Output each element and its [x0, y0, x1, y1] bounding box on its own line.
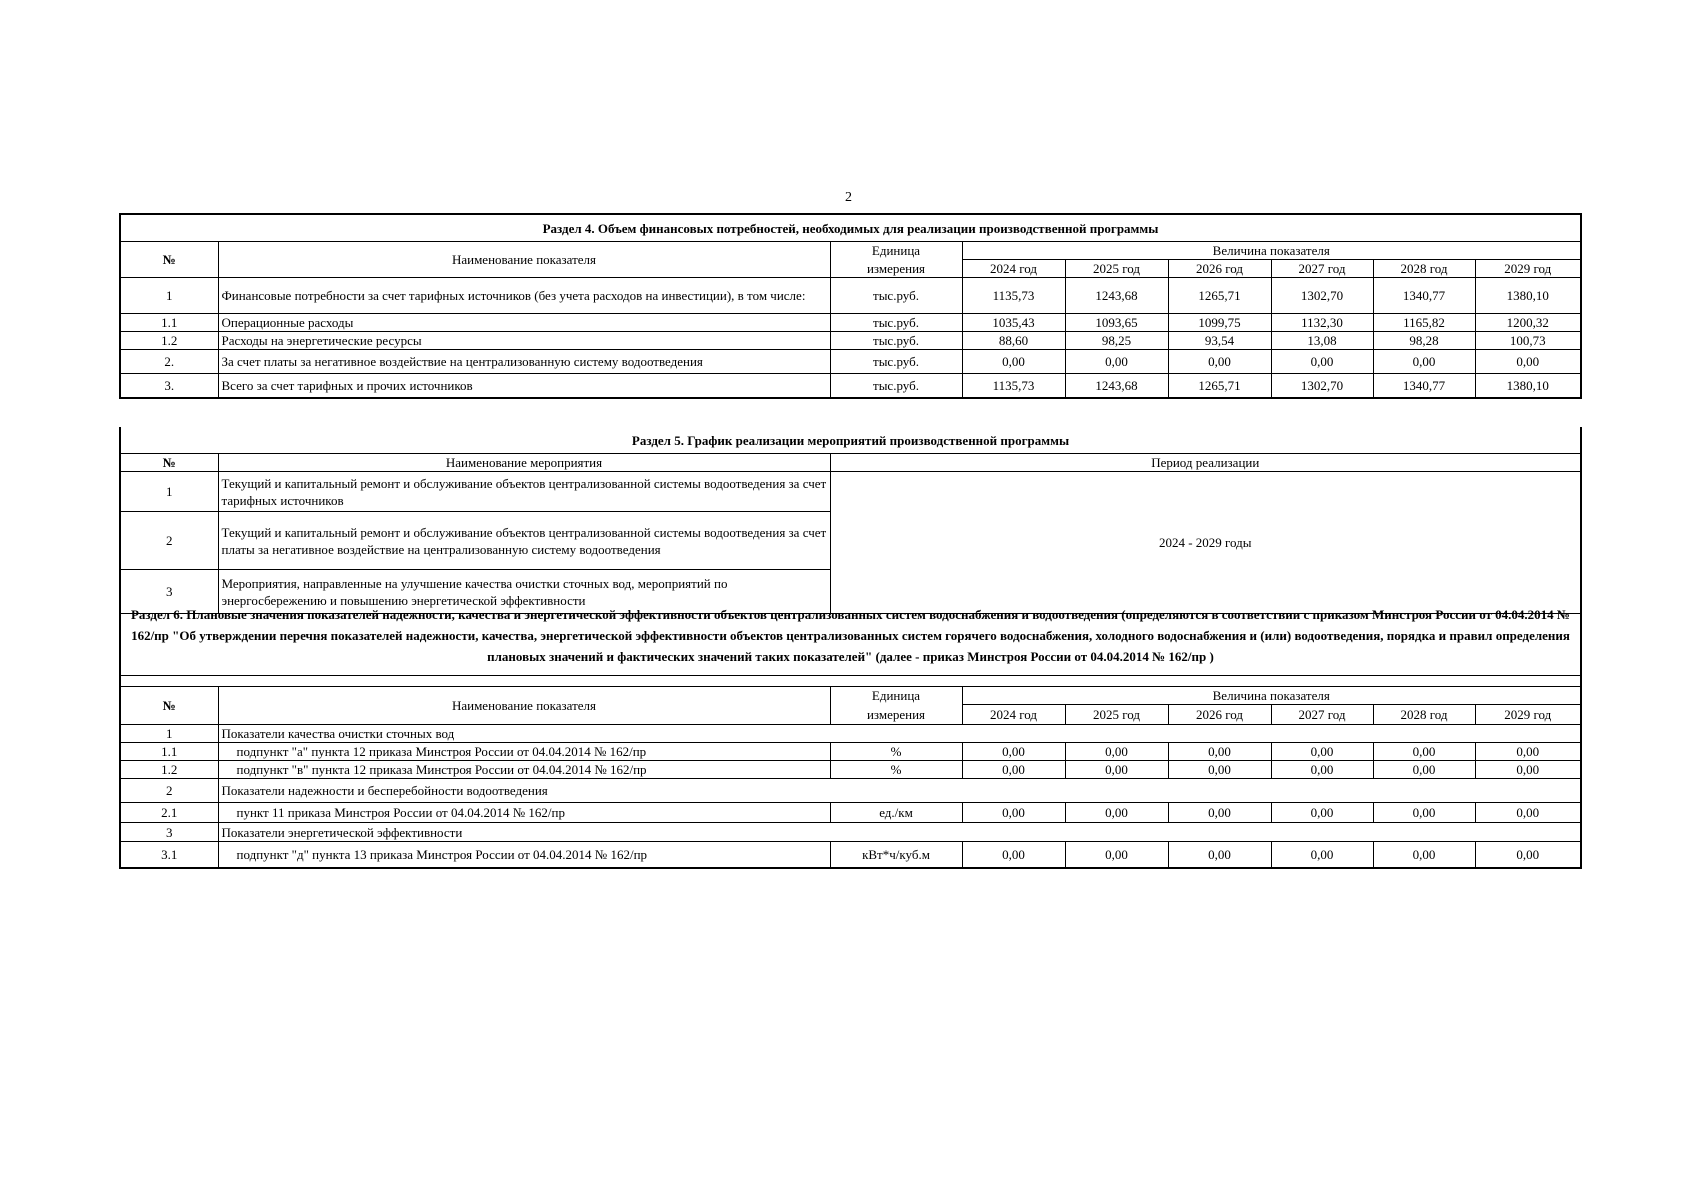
year-header: 2024 год — [962, 260, 1065, 278]
row-value: 0,00 — [1065, 743, 1168, 761]
row-name: За счет платы за негативное воздействие на централизованную систему водоотведения — [218, 350, 830, 374]
year-header: 2028 год — [1373, 705, 1475, 725]
col-header-name: Наименование показателя — [218, 687, 830, 725]
group-name: Показатели энергетической эффективности — [218, 823, 1581, 842]
row-value: 1132,30 — [1271, 314, 1373, 332]
row-value: 98,25 — [1065, 332, 1168, 350]
row-name: Мероприятия, направленные на улучшение качества очистки сточных вод, мероприятий по энергосбережению и повышению энергетической эффективности — [218, 570, 830, 614]
row-value: 88,60 — [962, 332, 1065, 350]
row-name: Всего за счет тарифных и прочих источников — [218, 374, 830, 398]
row-value: 100,73 — [1475, 332, 1581, 350]
row-value: 0,00 — [962, 350, 1065, 374]
row-value: 0,00 — [1373, 350, 1475, 374]
table-row — [120, 278, 1581, 314]
row-value: 1135,73 — [962, 374, 1065, 398]
group-name: Показатели надежности и бесперебойности водоотведения — [218, 779, 1581, 803]
col-header-period: Период реализации — [830, 454, 1581, 472]
row-value: 0,00 — [1271, 842, 1373, 868]
row-value: 0,00 — [1475, 350, 1581, 374]
row-num: 1.2 — [120, 761, 218, 779]
col-header-num: № — [120, 687, 218, 725]
row-unit: % — [830, 743, 962, 761]
row-value: 0,00 — [1271, 761, 1373, 779]
year-header: 2024 год — [962, 705, 1065, 725]
row-unit: кВт*ч/куб.м — [830, 842, 962, 868]
row-value: 1380,10 — [1475, 374, 1581, 398]
table-row — [120, 350, 1581, 374]
row-value: 0,00 — [1168, 743, 1271, 761]
table-row — [120, 314, 1581, 332]
row-name: Текущий и капитальный ремонт и обслуживание объектов централизованной системы водоотведения за счет тарифных источников — [218, 472, 830, 512]
row-value: 1200,32 — [1475, 314, 1581, 332]
row-value: 0,00 — [1475, 803, 1581, 823]
period-value: 2024 - 2029 годы — [830, 472, 1581, 614]
row-num: 2. — [120, 350, 218, 374]
col-header-num: № — [120, 242, 218, 278]
row-value: 1380,10 — [1475, 278, 1581, 314]
col-header-unit: Единица — [830, 687, 962, 705]
row-num: 3.1 — [120, 842, 218, 868]
row-value: 0,00 — [1475, 761, 1581, 779]
row-value: 0,00 — [1065, 803, 1168, 823]
row-num: 1.1 — [120, 743, 218, 761]
row-value: 1035,43 — [962, 314, 1065, 332]
col-header-name: Наименование показателя — [218, 242, 830, 278]
col-header-name: Наименование мероприятия — [218, 454, 830, 472]
row-name: пункт 11 приказа Минстроя России от 04.04.2014 № 162/пр — [218, 803, 830, 823]
row-value: 0,00 — [1168, 842, 1271, 868]
row-unit: тыс.руб. — [830, 278, 962, 314]
row-value: 1243,68 — [1065, 374, 1168, 398]
row-unit: тыс.руб. — [830, 314, 962, 332]
row-num: 3 — [120, 570, 218, 614]
row-unit: тыс.руб. — [830, 350, 962, 374]
year-header: 2027 год — [1271, 705, 1373, 725]
row-value: 0,00 — [1475, 743, 1581, 761]
year-header: 2026 год — [1168, 705, 1271, 725]
row-value: 0,00 — [1065, 842, 1168, 868]
group-row — [120, 779, 1581, 803]
row-value: 1099,75 — [1168, 314, 1271, 332]
row-value: 0,00 — [1271, 743, 1373, 761]
col-header-num: № — [120, 454, 218, 472]
row-num: 3. — [120, 374, 218, 398]
row-value: 1265,71 — [1168, 278, 1271, 314]
row-value: 0,00 — [1475, 842, 1581, 868]
table-row — [120, 374, 1581, 398]
year-header: 2029 год — [1475, 705, 1581, 725]
group-name: Показатели качества очистки сточных вод — [218, 725, 1581, 743]
row-value: 0,00 — [1373, 803, 1475, 823]
col-header-unit: Единица — [830, 242, 962, 260]
table-row — [120, 472, 1581, 512]
row-value: 0,00 — [1065, 350, 1168, 374]
section6-title: Раздел 6. Плановые значения показателей надежности, качества и энергетической эффективности объектов централизованных систем водоснабжения и водоотведения (определяются в соответствии с приказом Минстроя России от 04.04.2014 № 162/пр "Об утверждении перечня показателей надежности, качества, энергетической эффективности объектов централизованных систем горячего водоснабжения, холодного водоснабжения и (или) водоотведения, порядка и правил определения плановых значений и фактических значений таких показателей" (далее - приказ Минстроя России от 04.04.2014 № 162/пр ) — [130, 607, 1570, 664]
page-number: 2 — [845, 190, 852, 205]
table-row — [120, 803, 1581, 823]
section4-title: Раздел 4. Объем финансовых потребностей, необходимых для реализации производственной программы — [120, 214, 1581, 242]
row-value: 98,28 — [1373, 332, 1475, 350]
row-name: подпункт "д" пункта 13 приказа Минстроя России от 04.04.2014 № 162/пр — [218, 842, 830, 868]
col-header-unit-2: измерения — [830, 705, 962, 725]
row-name: Расходы на энергетические ресурсы — [218, 332, 830, 350]
row-name: Финансовые потребности за счет тарифных источников (без учета расходов на инвестиции), в том числе: — [218, 278, 830, 314]
row-value: 0,00 — [1168, 803, 1271, 823]
col-header-unit-2: измерения — [830, 260, 962, 278]
section-divider — [120, 676, 1581, 687]
row-value: 0,00 — [1373, 842, 1475, 868]
row-value: 1340,77 — [1373, 278, 1475, 314]
row-value: 0,00 — [1373, 743, 1475, 761]
row-name: подпункт "в" пункта 12 приказа Минстроя России от 04.04.2014 № 162/пр — [218, 761, 830, 779]
row-value: 1340,77 — [1373, 374, 1475, 398]
row-value: 1165,82 — [1373, 314, 1475, 332]
row-value: 0,00 — [962, 803, 1065, 823]
row-value: 0,00 — [1168, 761, 1271, 779]
row-value: 1093,65 — [1065, 314, 1168, 332]
row-value: 1265,71 — [1168, 374, 1271, 398]
row-num: 1.2 — [120, 332, 218, 350]
section4-table — [119, 213, 1582, 399]
row-value: 1243,68 — [1065, 278, 1168, 314]
section6-table — [119, 598, 1582, 869]
row-num: 1.1 — [120, 314, 218, 332]
year-header: 2025 год — [1065, 705, 1168, 725]
section5-title: Раздел 5. График реализации мероприятий производственной программы — [120, 427, 1581, 454]
row-name: подпункт "а" пункта 12 приказа Минстроя России от 04.04.2014 № 162/пр — [218, 743, 830, 761]
row-unit: тыс.руб. — [830, 332, 962, 350]
row-value: 0,00 — [1168, 350, 1271, 374]
row-num: 1 — [120, 472, 218, 512]
row-unit: % — [830, 761, 962, 779]
row-num: 1 — [120, 278, 218, 314]
group-row — [120, 725, 1581, 743]
col-header-value: Величина показателя — [962, 242, 1581, 260]
row-value: 0,00 — [1271, 803, 1373, 823]
table-row — [120, 332, 1581, 350]
row-value: 0,00 — [1065, 761, 1168, 779]
group-num: 1 — [120, 725, 218, 743]
row-value: 0,00 — [1373, 761, 1475, 779]
row-value: 0,00 — [1271, 350, 1373, 374]
row-value: 1302,70 — [1271, 374, 1373, 398]
row-value: 13,08 — [1271, 332, 1373, 350]
row-value: 0,00 — [962, 761, 1065, 779]
row-num: 2.1 — [120, 803, 218, 823]
row-value: 0,00 — [962, 743, 1065, 761]
group-num: 2 — [120, 779, 218, 803]
section5-table — [119, 427, 1582, 614]
table-row — [120, 842, 1581, 868]
row-value: 1302,70 — [1271, 278, 1373, 314]
col-header-value: Величина показателя — [962, 687, 1581, 705]
year-header: 2029 год — [1475, 260, 1581, 278]
group-row — [120, 823, 1581, 842]
table-row — [120, 761, 1581, 779]
year-header: 2026 год — [1168, 260, 1271, 278]
row-value: 93,54 — [1168, 332, 1271, 350]
row-num: 2 — [120, 512, 218, 570]
row-value: 1135,73 — [962, 278, 1065, 314]
year-header: 2028 год — [1373, 260, 1475, 278]
row-unit: тыс.руб. — [830, 374, 962, 398]
year-header: 2025 год — [1065, 260, 1168, 278]
row-unit: ед./км — [830, 803, 962, 823]
row-value: 0,00 — [962, 842, 1065, 868]
table-row — [120, 743, 1581, 761]
row-name: Текущий и капитальный ремонт и обслуживание объектов централизованной системы водоотведения за счет платы за негативное воздействие на централизованную систему водоотведения — [218, 512, 830, 570]
group-num: 3 — [120, 823, 218, 842]
row-name: Операционные расходы — [218, 314, 830, 332]
year-header: 2027 год — [1271, 260, 1373, 278]
